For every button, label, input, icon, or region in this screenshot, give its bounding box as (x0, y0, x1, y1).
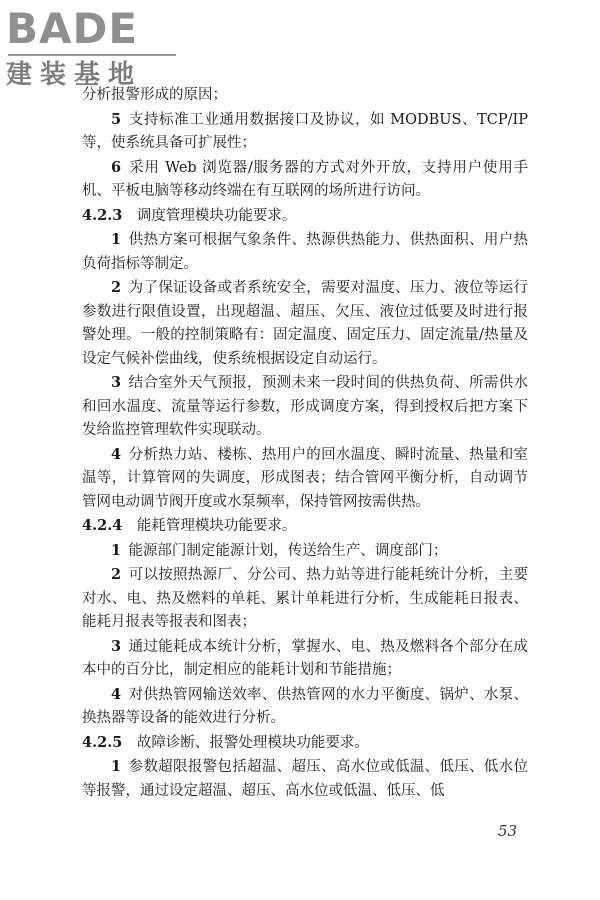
item-text: 通过能耗成本统计分析，掌握水、电、热及燃料各个部分在成本中的百分比，制定相应的能耗计划和节能措施； (82, 638, 528, 678)
item-text: 可以按照热源厂、分公司、热力站等进行能耗统计分析，主要对水、电、热及燃料的单耗、累计单耗进行分析，生成能耗日报表、能耗月报表等报表和图表； (82, 567, 528, 630)
item-number: 3 (111, 637, 122, 655)
logo-divider (8, 54, 176, 56)
item-number: 6 (111, 158, 122, 176)
section-number: 4.2.4 (82, 517, 123, 534)
item-number: 5 (111, 110, 122, 128)
item-number: 3 (111, 374, 122, 391)
item-text: 结合室外天气预报，预测未来一段时间的供热负荷、所需供水和回水温度、流量等运行参数，形成调度方案，得到授权后把方案下发给监控管理软件实现联动。 (82, 375, 528, 438)
logo-brand-text: BADE (6, 4, 139, 53)
section-number: 4.2.5 (82, 733, 123, 751)
item-number: 2 (111, 566, 122, 583)
item-text: 分析热力站、楼栋、热用户的回水温度、瞬时流量、热量和室温等，计算管网的失调度，形成图表；结合管网平衡分析，自动调节管网电动调节阀开度或水泵频率，保持管网按需供热。 (82, 446, 528, 510)
list-item (82, 539, 528, 564)
section-heading (82, 731, 528, 756)
item-text: 采用 Web 浏览器/服务器的方式对外开放，支持用户使用手机、平板电脑等移动终端在有互联网的场所进行访问。 (82, 159, 528, 199)
section-heading (82, 204, 528, 229)
list-item (82, 228, 528, 276)
item-number: 4 (111, 445, 122, 463)
item-number: 1 (111, 231, 122, 248)
section-title: 调度管理模块功能要求。 (136, 207, 297, 224)
item-number: 1 (111, 758, 122, 775)
list-item (82, 443, 528, 515)
list-item (82, 156, 528, 204)
list-item (82, 563, 528, 635)
list-item (82, 108, 528, 156)
list-item (82, 371, 528, 443)
page-number: 53 (498, 822, 518, 840)
section-heading (82, 514, 528, 539)
document-body (82, 84, 528, 803)
section-number: 4.2.3 (82, 206, 123, 224)
item-text: 参数超限报警包括超温、超压、高水位或低温、低压、低水位等报警，通过设定超温、超压、高水位或低温、低压、低 (82, 759, 528, 799)
item-text: 为了保证设备或者系统安全，需要对温度、压力、液位等运行参数进行限值设置，出现超温、超压、欠压、液位过低要及时进行报警处理。一般的控制策略有：固定温度、固定压力、固定流量/热量及设定气候补偿曲线，使系统根据设定自动运行。 (82, 280, 528, 367)
list-item (82, 635, 528, 683)
item-text: 对供热管网输送效率、供热管网的水力平衡度、锅炉、水泵、换热器等设备的能效进行分析。 (82, 686, 528, 726)
list-item (82, 755, 528, 803)
item-text: 能源部门制定能源计划，传送给生产、调度部门； (128, 542, 448, 559)
item-number: 4 (111, 685, 122, 703)
logo-subtitle-text: 建装基地 (6, 60, 143, 90)
publisher-logo (6, 6, 181, 90)
item-text: 供热方案可根据气象条件、热源供热能力、供热面积、用户热负荷指标等制定。 (82, 232, 528, 272)
item-text: 支持标准工业通用数据接口及协议，如 MODBUS、TCP/IP 等，使系统具备可扩展性； (82, 111, 528, 151)
item-number: 1 (111, 541, 122, 559)
list-item (82, 683, 528, 731)
list-item (82, 276, 528, 371)
section-title: 能耗管理模块功能要求。 (136, 518, 297, 534)
item-number: 2 (111, 279, 122, 296)
section-title: 故障诊断、报警处理模块功能要求。 (136, 734, 369, 751)
paragraph: 分析报警形成的原因； (82, 87, 227, 103)
